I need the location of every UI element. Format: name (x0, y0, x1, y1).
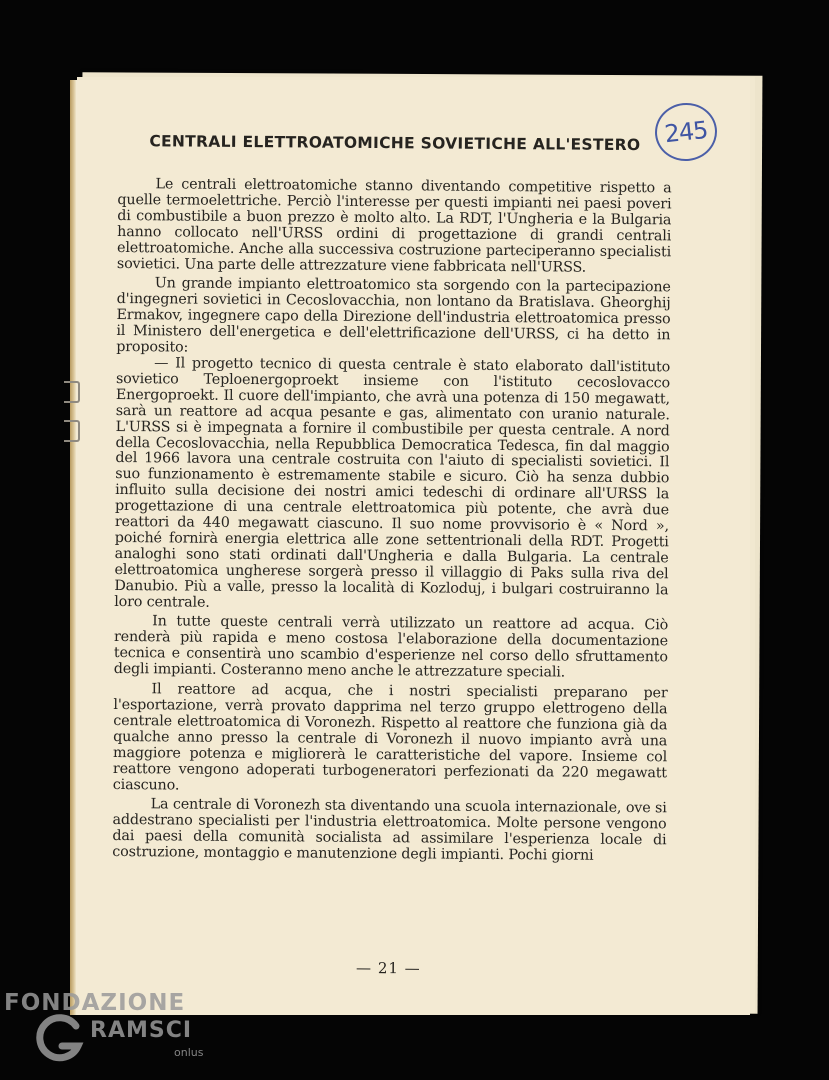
staple-icon (64, 381, 80, 403)
paragraph: Il reattore ad acqua, che i nostri specialisti preparano per l'esportazione, verrà provato dapprima nel terzo gruppo elettrogeno della centrale elettroatomica di Voronezh. Rispetto al reattore che funziona già da qualche anno presso la centrale di Voronezh il nuovo impianto avrà una maggiore potenza e migliorerà le caratteristiche del vapore. Insieme col reattore vengono adoperati turbogeneratori perfezionati da 220 megawatt ciascuno. (112, 681, 668, 794)
gramsci-g-logo-icon (34, 1012, 86, 1064)
watermark-onlus: onlus (174, 1046, 204, 1059)
archive-watermark (4, 990, 224, 1070)
watermark-line1: FONDAZIONE (4, 990, 186, 1016)
document-content (112, 128, 672, 978)
paragraph: — Il progetto tecnico di questa centrale è stato elaborato dall'istituto sovietico Teploenergoproekt insieme con l'istituto cecoslovacco Energoproekt. Il cuore dell'impianto, che avrà una potenza di 150 megawatt, sarà un reattore ad acqua pesante e gas, alimentato con uranio naturale. L'URSS si è impegnata a fornire il combustibile per questa centrale. A nord della Cecoslovacchia, nella Repubblica Democratica Tedesca, fin dal maggio del 1966 lavora una centrale costruita con l'aiuto di specialisti sovietici. Il suo funzionamento è estremamente stabile e sicuro. Ciò ha senza dubbio influito sulla decisione dei nostri amici tedeschi di ordinare all'URSS la progettazione di una centrale elettroatomica più potente, che avrà due reattori da 440 megawatt ciascuno. Il suo nome provvisorio è « Nord », poiché fornirà energia elettrica alle zone settentrionali della RDT. Progetti analoghi sono stati ordinati dall'Ungheria e dalla Bulgaria. La centrale elettroatomica ungherese sorgerà presso il villaggio di Paks sulla riva del Danubio. Più a valle, presso la località di Kozloduj, i bulgari costruiranno la loro centrale. (114, 355, 671, 611)
paragraph: Un grande impianto elettroatomico sta sorgendo con la partecipazione d'ingegneri sovietici in Cecoslovacchia, non lontano da Bratislava. Gheorghij Ermakov, ingegnere capo della Direzione dell'industria elettroatomica presso il Ministero dell'energetica e dell'elettrificazione dell'URSS, ci ha detto in proposito: (116, 275, 671, 356)
page-number: — 21 — (356, 958, 421, 978)
page-title: CENTRALI ELETTROATOMICHE SOVIETICHE ALL'ESTERO (149, 132, 641, 155)
paragraph: Le centrali elettroatomiche stanno diventando competitive rispetto a quelle termoelettriche. Perciò l'interesse per questi impianti nei paesi poveri di combustibile a buon prezzo è molto alto. La RDT, l'Ungheria e la Bulgaria hanno collocato nell'URSS ordini di progettazione di grandi centrali elettroatomiche. Anche alla successiva costruzione parteciperanno specialisti sovietici. Una parte delle attrezzature viene fabbricata nell'URSS. (116, 176, 672, 276)
watermark-line2: RAMSCI (90, 1018, 193, 1043)
paragraph: La centrale di Voronezh sta diventando una scuola internazionale, ove si addestrano specialisti per l'industria elettroatomica. Molte persone vengono dai paesi della comunità socialista ad assimilare l'esperienza locale di costruzione, montaggio e manutenzione degli impianti. Pochi giorni (112, 796, 667, 864)
binding-edge (70, 80, 76, 1015)
paragraph: In tutte queste centrali verrà utilizzato un reattore ad acqua. Ciò renderà più rapida e meno costosa l'elaborazione della documentazione tecnica e consentirà uno scambio d'esperienze nel corso dello sfruttamento degli impianti. Costeranno meno anche le attrezzature speciali. (113, 613, 669, 681)
archive-stamp: 245 (652, 100, 720, 164)
staple-icon (64, 420, 80, 442)
